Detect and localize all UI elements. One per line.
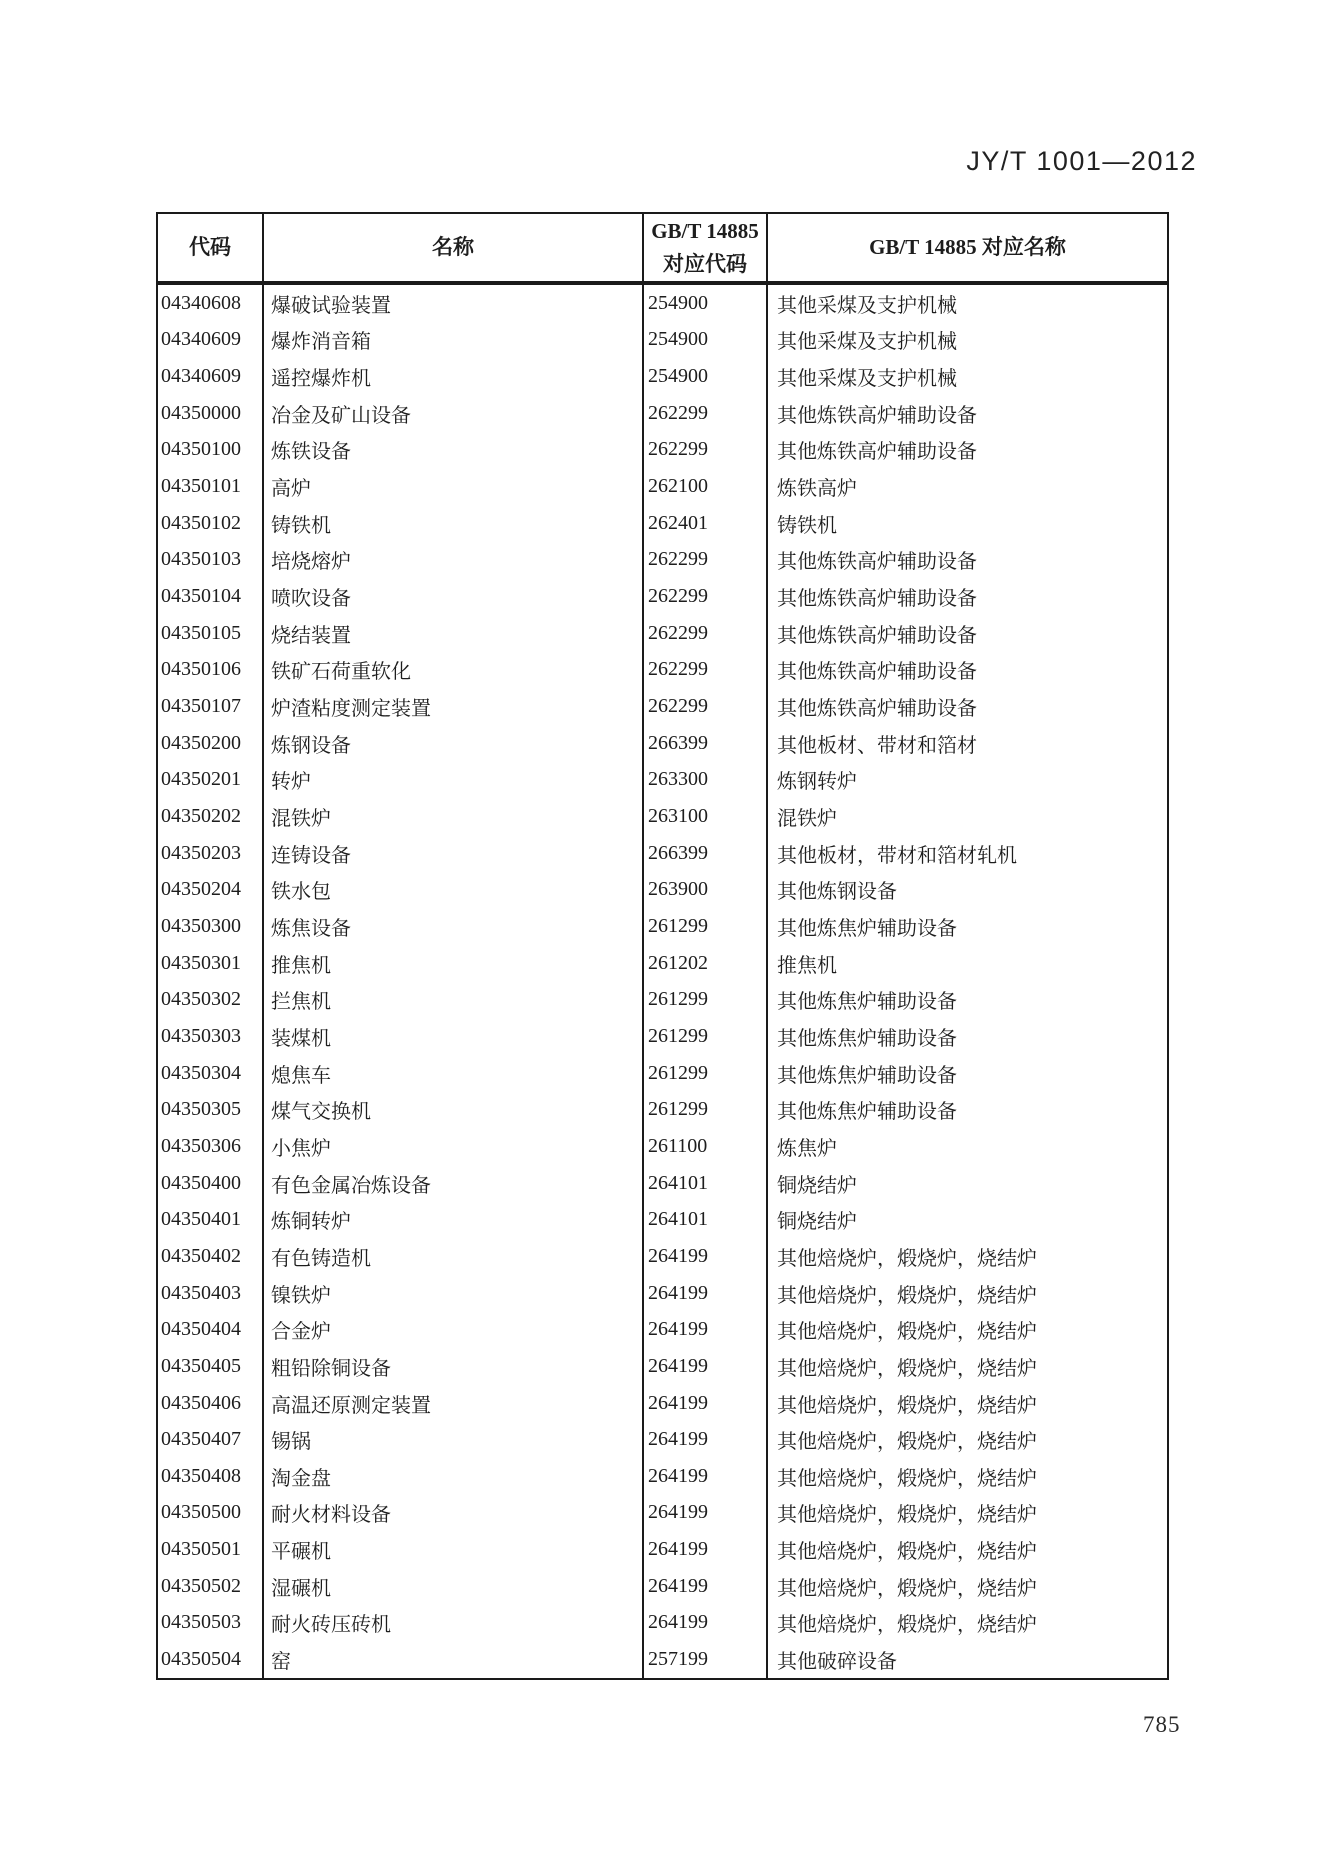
table-row: [157, 1385, 1168, 1422]
table-row: [157, 432, 1168, 469]
row-code: 04350000: [157, 395, 263, 432]
row-code: 04350404: [157, 1311, 263, 1348]
table-row: [157, 835, 1168, 872]
table-header: [157, 213, 1168, 283]
table-row: [157, 945, 1168, 982]
row-name: 冶金及矿山设备: [263, 395, 643, 432]
row-code: 04350306: [157, 1128, 263, 1165]
table-row: [157, 1018, 1168, 1055]
row-gbt-name: 混铁炉: [767, 798, 1168, 835]
row-gbt-name: 其他板材、带材和箔材: [767, 725, 1168, 762]
table-row: [157, 322, 1168, 359]
row-code: 04350407: [157, 1421, 263, 1458]
row-name: 有色金属冶炼设备: [263, 1165, 643, 1202]
row-code: 04350101: [157, 468, 263, 505]
row-gbt-code: 264199: [643, 1421, 767, 1458]
table-row: [157, 725, 1168, 762]
row-gbt-name: 其他焙烧炉，煅烧炉，烧结炉: [767, 1348, 1168, 1385]
row-gbt-code: 261202: [643, 945, 767, 982]
row-gbt-name: 其他焙烧炉，煅烧炉，烧结炉: [767, 1531, 1168, 1568]
row-gbt-code: 263100: [643, 798, 767, 835]
table-row: [157, 468, 1168, 505]
row-gbt-code: 264199: [643, 1385, 767, 1422]
table-row: [157, 1201, 1168, 1238]
table-row: [157, 283, 1168, 322]
row-gbt-code: 266399: [643, 725, 767, 762]
row-name: 有色铸造机: [263, 1238, 643, 1275]
row-gbt-code: 262299: [643, 578, 767, 615]
row-name: 装煤机: [263, 1018, 643, 1055]
table-row: [157, 358, 1168, 395]
row-gbt-name: 其他焙烧炉，煅烧炉，烧结炉: [767, 1605, 1168, 1642]
standard-number: JY/T 1001—2012: [966, 146, 1197, 176]
row-gbt-code: 261299: [643, 1091, 767, 1128]
row-code: 04350103: [157, 542, 263, 579]
row-name: 合金炉: [263, 1311, 643, 1348]
row-code: 04350104: [157, 578, 263, 615]
row-code: 04350203: [157, 835, 263, 872]
row-gbt-code: 263900: [643, 872, 767, 909]
table-row: [157, 1348, 1168, 1385]
row-gbt-name: 铜烧结炉: [767, 1165, 1168, 1202]
row-code: 04350402: [157, 1238, 263, 1275]
row-name: 炼焦设备: [263, 908, 643, 945]
table-row: [157, 1641, 1168, 1679]
row-gbt-code: 263300: [643, 762, 767, 799]
row-code: 04350105: [157, 615, 263, 652]
header-name: 名称: [263, 213, 643, 283]
row-name: 窑: [263, 1641, 643, 1679]
row-gbt-name: 其他炼铁高炉辅助设备: [767, 688, 1168, 725]
row-code: 04350200: [157, 725, 263, 762]
row-gbt-name: 其他焙烧炉，煅烧炉，烧结炉: [767, 1311, 1168, 1348]
row-code: 04350504: [157, 1641, 263, 1679]
table-row: [157, 542, 1168, 579]
row-gbt-code: 254900: [643, 322, 767, 359]
row-code: 04350503: [157, 1605, 263, 1642]
row-code: 04350107: [157, 688, 263, 725]
table-row: [157, 908, 1168, 945]
row-code: 04350202: [157, 798, 263, 835]
row-gbt-name: 其他炼钢设备: [767, 872, 1168, 909]
row-code: 04350305: [157, 1091, 263, 1128]
row-gbt-code: 261100: [643, 1128, 767, 1165]
row-gbt-code: 266399: [643, 835, 767, 872]
row-gbt-name: 其他破碎设备: [767, 1641, 1168, 1679]
table-row: [157, 872, 1168, 909]
row-gbt-name: 其他炼焦炉辅助设备: [767, 1055, 1168, 1092]
table-row: [157, 1165, 1168, 1202]
page-number: 785: [1143, 1712, 1181, 1737]
row-gbt-code: 262401: [643, 505, 767, 542]
row-name: 喷吹设备: [263, 578, 643, 615]
row-gbt-code: 261299: [643, 981, 767, 1018]
row-gbt-name: 其他焙烧炉，煅烧炉，烧结炉: [767, 1238, 1168, 1275]
row-name: 烧结装置: [263, 615, 643, 652]
row-gbt-name: 推焦机: [767, 945, 1168, 982]
row-name: 熄焦车: [263, 1055, 643, 1092]
row-name: 锡锅: [263, 1421, 643, 1458]
row-gbt-code: 264101: [643, 1165, 767, 1202]
row-name: 铁水包: [263, 872, 643, 909]
row-name: 炉渣粘度测定装置: [263, 688, 643, 725]
row-name: 湿碾机: [263, 1568, 643, 1605]
row-name: 铁矿石荷重软化: [263, 652, 643, 689]
row-gbt-name: 铜烧结炉: [767, 1201, 1168, 1238]
row-gbt-code: 264199: [643, 1605, 767, 1642]
row-name: 小焦炉: [263, 1128, 643, 1165]
table-row: [157, 1531, 1168, 1568]
row-code: 04350204: [157, 872, 263, 909]
row-code: 04350406: [157, 1385, 263, 1422]
row-gbt-code: 262299: [643, 652, 767, 689]
row-code: 04350501: [157, 1531, 263, 1568]
row-gbt-code: 262299: [643, 395, 767, 432]
row-name: 爆破试验装置: [263, 283, 643, 322]
row-code: 04350403: [157, 1275, 263, 1312]
row-gbt-code: 264199: [643, 1311, 767, 1348]
table-row: [157, 688, 1168, 725]
row-gbt-name: 其他焙烧炉，煅烧炉，烧结炉: [767, 1568, 1168, 1605]
header-gbt-code: [643, 213, 767, 283]
row-code: 04350300: [157, 908, 263, 945]
row-gbt-name: 其他板材，带材和箔材轧机: [767, 835, 1168, 872]
row-name: 粗铅除铜设备: [263, 1348, 643, 1385]
table-row: [157, 615, 1168, 652]
row-name: 耐火材料设备: [263, 1495, 643, 1532]
row-gbt-name: 其他炼焦炉辅助设备: [767, 1091, 1168, 1128]
header-gbt-code-line2: 对应代码: [663, 251, 747, 276]
row-gbt-name: 其他炼焦炉辅助设备: [767, 1018, 1168, 1055]
row-name: 培烧熔炉: [263, 542, 643, 579]
row-name: 拦焦机: [263, 981, 643, 1018]
row-gbt-code: 262100: [643, 468, 767, 505]
row-name: 转炉: [263, 762, 643, 799]
code-mapping-table: [156, 212, 1169, 1680]
row-code: 04350106: [157, 652, 263, 689]
row-gbt-code: 262299: [643, 688, 767, 725]
row-gbt-code: 264199: [643, 1531, 767, 1568]
table-row: [157, 762, 1168, 799]
row-gbt-name: 其他焙烧炉，煅烧炉，烧结炉: [767, 1421, 1168, 1458]
row-gbt-name: 其他焙烧炉，煅烧炉，烧结炉: [767, 1458, 1168, 1495]
row-code: 04350408: [157, 1458, 263, 1495]
row-code: 04350303: [157, 1018, 263, 1055]
row-name: 爆炸消音箱: [263, 322, 643, 359]
header-gbt-code-line1: GB/T 14885: [651, 218, 759, 243]
table-row: [157, 1458, 1168, 1495]
row-gbt-code: 262299: [643, 432, 767, 469]
row-name: 混铁炉: [263, 798, 643, 835]
row-name: 铸铁机: [263, 505, 643, 542]
row-name: 推焦机: [263, 945, 643, 982]
row-code: 04350302: [157, 981, 263, 1018]
row-gbt-name: 其他焙烧炉，煅烧炉，烧结炉: [767, 1275, 1168, 1312]
row-gbt-code: 264101: [643, 1201, 767, 1238]
row-gbt-name: 炼焦炉: [767, 1128, 1168, 1165]
row-name: 炼铁设备: [263, 432, 643, 469]
row-name: 高炉: [263, 468, 643, 505]
row-name: 炼铜转炉: [263, 1201, 643, 1238]
row-gbt-code: 264199: [643, 1495, 767, 1532]
header-gbt-name: GB/T 14885 对应名称: [767, 213, 1168, 283]
row-code: 04350405: [157, 1348, 263, 1385]
row-gbt-code: 264199: [643, 1238, 767, 1275]
row-gbt-name: 其他采煤及支护机械: [767, 283, 1168, 322]
row-code: 04340608: [157, 283, 263, 322]
row-code: 04350102: [157, 505, 263, 542]
row-gbt-name: 其他炼铁高炉辅助设备: [767, 542, 1168, 579]
row-code: 04350201: [157, 762, 263, 799]
row-code: 04350502: [157, 1568, 263, 1605]
table-row: [157, 578, 1168, 615]
table-header-row: [157, 213, 1168, 283]
row-gbt-name: 其他炼铁高炉辅助设备: [767, 652, 1168, 689]
row-gbt-name: 其他焙烧炉，煅烧炉，烧结炉: [767, 1385, 1168, 1422]
row-code: 04350304: [157, 1055, 263, 1092]
table-row: [157, 652, 1168, 689]
header-code: 代码: [157, 213, 263, 283]
row-gbt-code: 264199: [643, 1568, 767, 1605]
table-row: [157, 1128, 1168, 1165]
table-row: [157, 505, 1168, 542]
table-row: [157, 1421, 1168, 1458]
row-code: 04350301: [157, 945, 263, 982]
row-gbt-code: 264199: [643, 1275, 767, 1312]
table-row: [157, 1055, 1168, 1092]
row-gbt-code: 262299: [643, 615, 767, 652]
row-name: 高温还原测定装置: [263, 1385, 643, 1422]
row-gbt-code: 261299: [643, 1018, 767, 1055]
row-gbt-name: 炼钢转炉: [767, 762, 1168, 799]
table-row: [157, 395, 1168, 432]
row-name: 镍铁炉: [263, 1275, 643, 1312]
row-name: 耐火砖压砖机: [263, 1605, 643, 1642]
row-gbt-name: 其他炼铁高炉辅助设备: [767, 432, 1168, 469]
row-name: 遥控爆炸机: [263, 358, 643, 395]
table-row: [157, 1311, 1168, 1348]
row-gbt-name: 其他采煤及支护机械: [767, 322, 1168, 359]
row-gbt-code: 261299: [643, 1055, 767, 1092]
table-row: [157, 1495, 1168, 1532]
row-gbt-name: 其他炼铁高炉辅助设备: [767, 615, 1168, 652]
table-row: [157, 798, 1168, 835]
row-gbt-name: 其他采煤及支护机械: [767, 358, 1168, 395]
row-gbt-code: 262299: [643, 542, 767, 579]
table-row: [157, 1605, 1168, 1642]
row-name: 煤气交换机: [263, 1091, 643, 1128]
table-body: [157, 283, 1168, 1679]
row-name: 炼钢设备: [263, 725, 643, 762]
table-row: [157, 1091, 1168, 1128]
table-row: [157, 1568, 1168, 1605]
row-code: 04350400: [157, 1165, 263, 1202]
row-name: 连铸设备: [263, 835, 643, 872]
table-row: [157, 1238, 1168, 1275]
row-code: 04350401: [157, 1201, 263, 1238]
row-gbt-code: 264199: [643, 1348, 767, 1385]
row-name: 平碾机: [263, 1531, 643, 1568]
row-gbt-code: 264199: [643, 1458, 767, 1495]
row-gbt-code: 261299: [643, 908, 767, 945]
row-gbt-name: 其他炼铁高炉辅助设备: [767, 578, 1168, 615]
row-gbt-code: 254900: [643, 358, 767, 395]
row-gbt-name: 铸铁机: [767, 505, 1168, 542]
table-row: [157, 1275, 1168, 1312]
row-gbt-code: 254900: [643, 283, 767, 322]
row-gbt-code: 257199: [643, 1641, 767, 1679]
row-gbt-name: 其他焙烧炉，煅烧炉，烧结炉: [767, 1495, 1168, 1532]
table-row: [157, 981, 1168, 1018]
row-code: 04340609: [157, 322, 263, 359]
row-gbt-name: 其他炼焦炉辅助设备: [767, 981, 1168, 1018]
row-code: 04340609: [157, 358, 263, 395]
row-gbt-name: 其他炼焦炉辅助设备: [767, 908, 1168, 945]
row-gbt-name: 炼铁高炉: [767, 468, 1168, 505]
row-name: 淘金盘: [263, 1458, 643, 1495]
row-code: 04350500: [157, 1495, 263, 1532]
row-gbt-name: 其他炼铁高炉辅助设备: [767, 395, 1168, 432]
row-code: 04350100: [157, 432, 263, 469]
